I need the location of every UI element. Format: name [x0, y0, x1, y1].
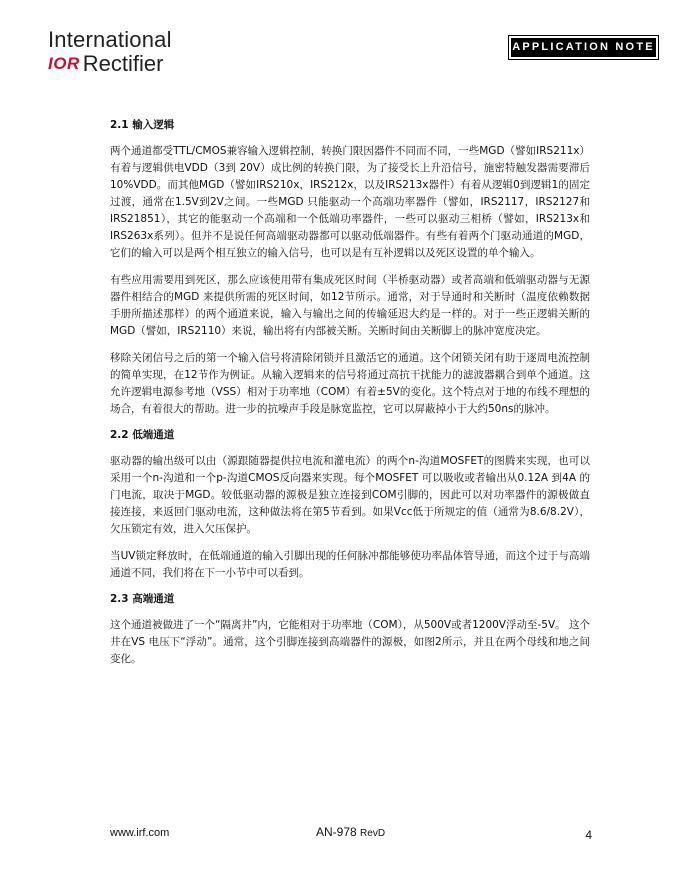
application-note-badge: APPLICATION NOTE	[511, 38, 656, 57]
page-footer	[110, 825, 592, 841]
logo-international-text: International	[48, 27, 172, 52]
paragraph: 当UV锁定释放时，在低端通道的输入引脚出现的任何脉冲都能够使功率晶体管导通，而这个过于与高端通道不同，我们将在下一小节中可以看到。	[110, 550, 590, 579]
paragraph: 移除关闭信号之后的第一个输入信号将清除闭锁并且激活它的通道。这个闭锁关闭有助于逐周电流控制的简单实现，在12节作为例证。从输入逻辑来的信号将通过高抗干扰能力的滤波器耦合到单个通道。这允许逻辑电源参考地（VSS）相对于功率地（COM）有着±5V的变化。这个特点对于地的布线不理想的场合，有着很大的帮助。进一步的抗噪声手段是脉宽监控，它可以屏蔽掉小于大约50ns的脉冲。	[110, 352, 590, 415]
paragraph: 两个通道都受TTL/CMOS兼容输入逻辑控制，转换门限因器件不同而不同，一些MGD（譬如IRS211x）有着与逻辑供电VDD（3到 20V）成比例的转换门限，为了接受长上升沿信号，施密特触发器需要滞后10%VDD。而其他MGD（譬如IRS210x，IRS212x，以及IRS213x器件）有着从逻辑0到逻辑1的固定过渡，通常在1.5V到2V之间。一些MGD 只能驱动一个高端功率器件（譬如，IRS2117，IRS2127和IRS21851），其它的能驱动一个高端和一个低端功率器件，一些可以驱动三相桥（譬如，IRS213x和IRS263x系列）。但并不是说任何高端驱动器都可以驱动低端器件。有些有着两个门驱动通道的MGD，它们的输入可以是两个相互独立的输入信号，也可以是有互补逻辑以及死区设置的单个输入。	[110, 145, 590, 259]
paragraph: 驱动器的输出级可以由（源跟随器提供拉电流和灌电流）的两个n-沟道MOSFET的图腾来实现，也可以采用一个n-沟道和一个p-沟道CMOS反向器来实现。每个MOSFET 可以吸收或者输出从0.12A 到4A 的门电流，取决于MGD。较低驱动器的源极是独立连接到COM引脚的，因此可以对功率器件的源极做直接连接，来返回门驱动电流，这种做法将在第5节看到。如果Vcc低于所规定的值（通常为8.6/8.2V），欠压锁定有效，进入欠压保护。	[110, 455, 590, 535]
section-heading-input-logic: 2.1 输入逻辑	[110, 119, 175, 131]
section-heading-low-side-channel: 2.2 低端通道	[110, 429, 175, 441]
footer-url[interactable]: www.irf.com	[110, 827, 170, 839]
document-body	[110, 118, 590, 678]
page-number: 4	[585, 828, 592, 842]
company-logo	[48, 28, 172, 76]
ior-mark: IOR	[48, 54, 80, 73]
logo-rectifier-text: Rectifier	[82, 51, 164, 76]
section-heading-high-side-channel: 2.3 高端通道	[110, 593, 175, 605]
footer-doc-id: AN-978 RevD	[316, 825, 386, 839]
paragraph: 这个通道被做进了一个“隔离井”内，它能相对于功率地（COM），从500V或者1200V浮动至-5V。 这个井在VS 电压下“浮动”。通常，这个引脚连接到高端器件的源极，如图2所示，并且在两个母线和地之间变化。	[110, 619, 590, 665]
paragraph: 有些应用需要用到死区，那么应该使用带有集成死区时间（半桥驱动器）或者高端和低端驱动器与无源器件相结合的MGD 来提供所需的死区时间，如12节所示。通常，对于导通时和关断时（温度依赖数据手册所描述那样）的两个通道来说，输入与输出之间的传输延迟大约是一样的。对于一些正逻辑关断的MGD（譬如，IRS2110）来说，输出将有内部被关断。关断时间由关断脚上的脉冲宽度决定。	[110, 274, 590, 337]
